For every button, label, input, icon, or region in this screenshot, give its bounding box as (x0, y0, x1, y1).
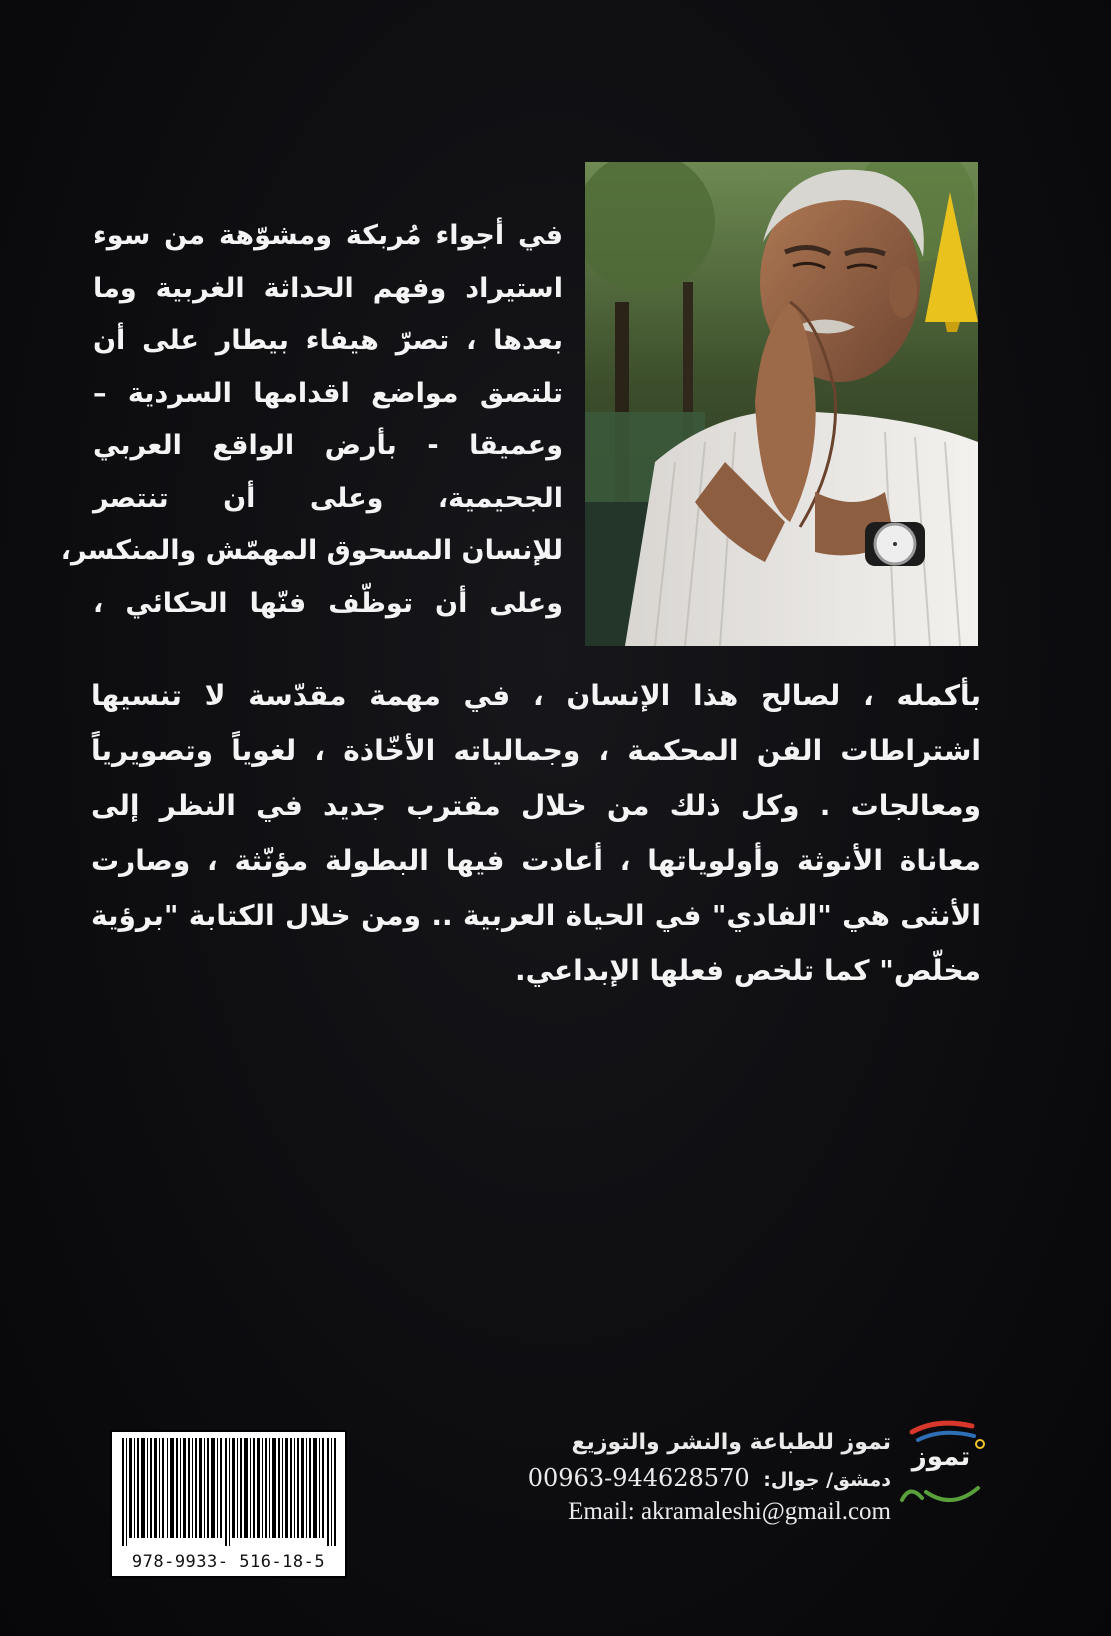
phone-number: 00963-944628570 (527, 1464, 750, 1492)
isbn-barcode (110, 1430, 347, 1578)
synopsis-line: بعدها ، تصرّ هيفاء بيطار على أن (93, 325, 563, 356)
synopsis-top (60, 210, 563, 630)
synopsis-line: معاناة الأنوثة وأولوياتها ، أعادت فيها البطولة مؤنّثة ، وصارت (91, 844, 981, 877)
publisher-logo (892, 1414, 996, 1514)
synopsis-line: مخلّص" كما تلخص فعلها الإبداعي. (514, 954, 981, 987)
synopsis-line: وعميقا - بأرض الواقع العربي (93, 430, 563, 461)
author-photo-illustration (585, 162, 978, 646)
synopsis-line: تلتصق مواضع اقدامها السردية – (93, 377, 563, 409)
synopsis-line: للإنسان المسحوق المهمّش والمنكسر، (60, 535, 563, 566)
publisher-name: تموز للطباعة والنشر والتوزيع (571, 1430, 891, 1455)
logo-text: تموز (911, 1442, 971, 1472)
publisher-phone (528, 1464, 891, 1492)
synopsis-bottom (91, 668, 981, 998)
synopsis-line: بأكمله ، لصالح هذا الإنسان ، في مهمة مقدّسة لا تنسيها (91, 679, 981, 712)
synopsis-line: الجحيمية، وعلى أن تنتصر (93, 482, 563, 514)
phone-label: دمشق/ جوال: (763, 1469, 891, 1491)
isbn-number: 978-9933- 516-18-5 (131, 1552, 326, 1572)
synopsis-line: في أجواء مُربكة ومشوّهة من سوء (93, 220, 563, 251)
synopsis-line: وعلى أن توظّف فنّها الحكائي ، (93, 587, 563, 619)
synopsis-line: استيراد وفهم الحداثة الغربية وما (93, 272, 563, 304)
publisher-email: Email: akramaleshi@gmail.com (568, 1498, 891, 1525)
synopsis-line: اشتراطات الفن المحكمة ، وجمالياته الأخّاذة ، لغوياً وتصويرياً (91, 734, 981, 767)
synopsis-line: ومعالجات . وكل ذلك من خلال مقترب جديد في النظر إلى (91, 789, 981, 822)
synopsis-line: الأنثى هي "الفادي" في الحياة العربية .. ومن خلال الكتابة "برؤية (91, 899, 981, 932)
barcode-bars (122, 1438, 337, 1546)
author-photo (585, 162, 978, 646)
